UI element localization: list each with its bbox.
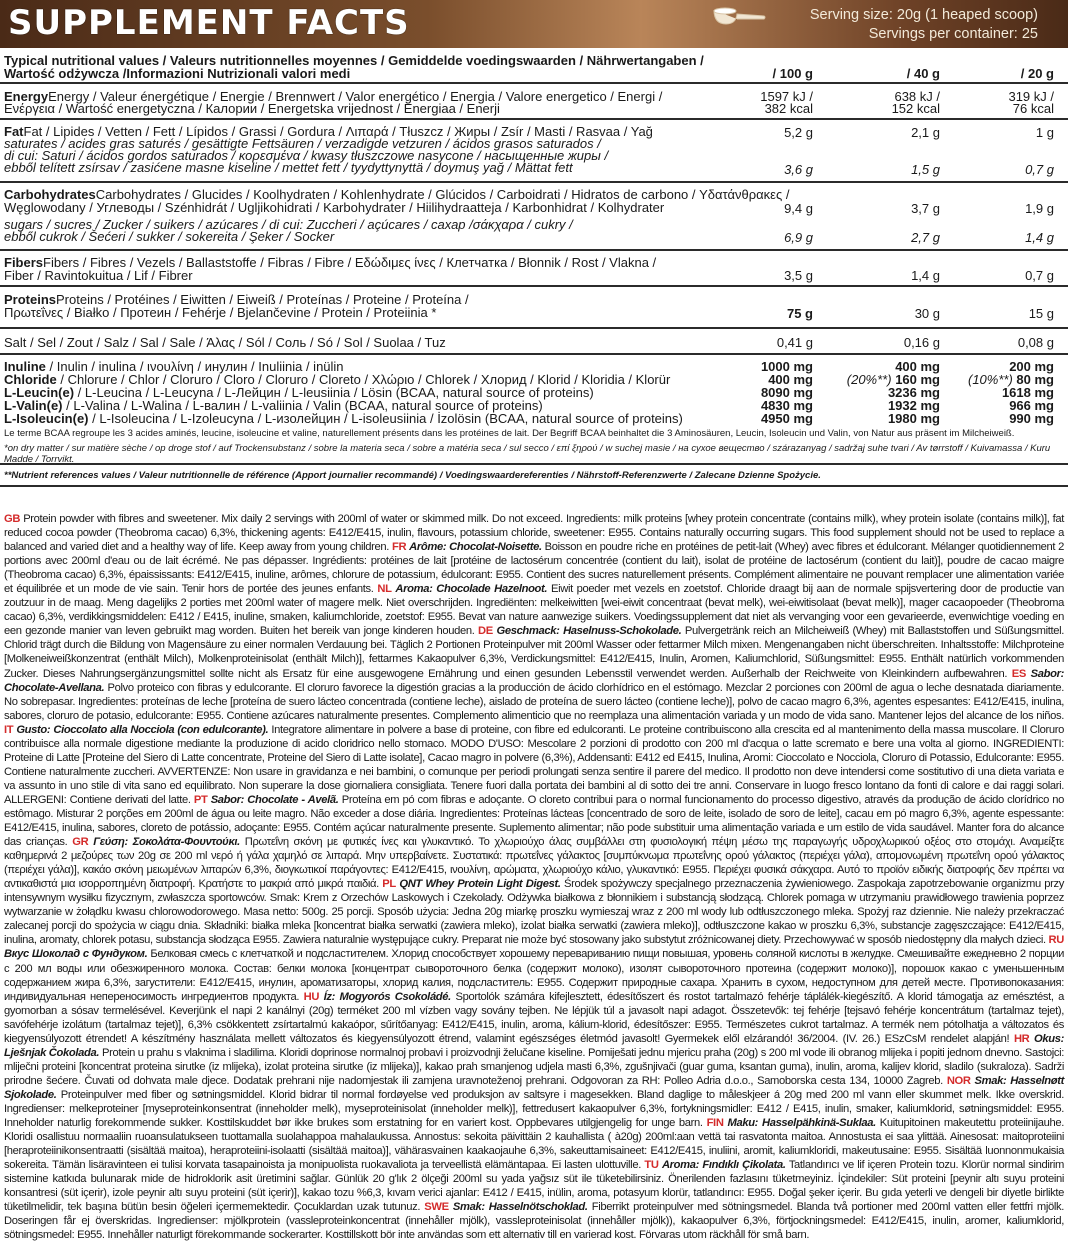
isoleucine-20: 990 mg (1009, 411, 1054, 426)
text-gr: Πρωτεΐνη σκόνη με φυτικές ίνες και γλυκαντικό. Το χλωριούχο άλας συμβάλλει στη φυσιολογική πέψη μέσω της παραγωγής υδροχλωρικού οξέος στο στομάχι. Αναμείξτε καθημερινά 2 μεζούρες των 20g σε 200 ml νερό ή γάλα χαμηλό σε λιπαρά. Μην υπερβαίνετε. Συστατικά: πρωτεΐνες γάλακτος [συμπύκνωμα πρωτεΐνης ορού γάλακτος (περιέχει γάλα), απομονωμένη πρωτεΐνη ορού γάλακτος (περιέχει γάλα)], κακάο σκόνη μειωμένων λιπαρών 6,3%, διογκωτικοί παράγοντες: E412/E415, ινουλίνη, αρώματα, χλωριούχο κάλιο, γλυκαντικό: E955. Περιέχει φυσικά σάκχαρα. Αυτό το προϊόν ειδικής διατροφής δεν πρέπει να αντικαθιστά μια ισορροπημένη διατροφή. Κρατήστε το μακριά από μικρά παιδιά. (4, 836, 1065, 891)
sugar-100: 6,9 g (784, 230, 813, 245)
lang-tag-hr: HR (1013, 1032, 1030, 1045)
lang-tag-hu: HU (303, 990, 320, 1003)
valine-100: 4830 mg (760, 398, 813, 413)
leucine-40: 3236 mg (887, 385, 940, 400)
lang-tag-tu: TU (644, 1159, 659, 1172)
fat-20: 1 g (1035, 125, 1054, 140)
lang-tag-es: ES (1011, 667, 1027, 680)
header-banner (0, 0, 1068, 48)
scoop-icon (712, 6, 766, 28)
fat-100: 5,2 g (784, 125, 813, 140)
isoleucine-40: 1980 mg (887, 411, 940, 426)
ru-heading: Вкус Шоколад с Фундуком. (4, 948, 148, 961)
salt-label: Salt / Sel / Zout / Salz / Sal / Sale / Άλας / Sól / Соль / Só / Sol / Suolaa / Tuz (4, 335, 446, 350)
lang-tag-fin: FIN (706, 1117, 724, 1130)
sugar-40: 2,7 g (911, 230, 940, 245)
lang-tag-nl: NL (377, 583, 392, 596)
carbohydrate-row (0, 183, 1068, 251)
text-nor: Proteinpulver med fiber og søtningsmiddel. Klorid bidrar til normal fordøyelse ved produksjon av saltsyre i magesekken. Bland daglige to måleskjeer á 20g med 200 ml vann eller skummet melk. Ikke overskrid. Ingredienser: melkeproteiner [myseproteinkonsentrat (inneholder melk), myseproteinisolat (inneholder melk)], fettredusert kakaopulver 6,3%, fortykningsmidler: E412 / E415, inulin, smaker, kaliumklorid, søtningsmiddel: E955. Inneholder naturlig forekommende sukker. Kosttilskuddet bør ikke brukes som erstatning for en variert kost. Oppbevares utilgjengelig for unge barn. (4, 1088, 1064, 1130)
energy-label: EnergyEnergy / Valeur énergétique / Energie / Brennwert / Valor energético / Energia / Valore energetico / Energi / (4, 89, 663, 104)
lang-tag-pt: PT (193, 793, 208, 806)
reference-note-row (0, 465, 1068, 487)
salt-20: 0,08 g (1017, 335, 1054, 350)
salt-100: 0,41 g (776, 335, 813, 350)
pl-heading: QNT Whey Protein Light Digest. (399, 878, 561, 891)
protein-label: ProteinsProteins / Protéines / Eiwitten / Eiweiß / Proteínas / Proteine / Proteína / (4, 292, 469, 307)
lang-tag-it: IT (4, 723, 14, 736)
amino-section (0, 355, 1068, 465)
fiber-label: FibersFibers / Fibres / Vezels / Ballaststoffe / Fibras / Fibre / Εδώδιμες ίνες / Клетчатка / Błonnik / Rost / Vlakna / (4, 255, 657, 270)
sat-40: 1,5 g (911, 162, 940, 177)
servings-per-container: Servings per container: 25 (868, 26, 1038, 42)
col-40g: / 40 g (906, 66, 940, 81)
leucine-100: 8090 mg (760, 385, 813, 400)
salt-40: 0,16 g (903, 335, 940, 350)
inuline-label: Inuline / Inulin / inulina / ινουλίνη / инулин / Inuliinia / inülin (4, 359, 344, 374)
text-fin: Kuitupitoinen makeutettu proteiinijauhe. Kloridi osallistuu normaaliin ruoansulatukseen tuottamalla suolahappoa mahalaukussa. Annostus: sekoita päivittäin 2 kauhallista ( à20g) 200ml:aan vettä tai rasvatonta maitoa. Annostusta ei saa ylittää. Ainesosat: maitoproteiini [heraproteiinikonsentraatti (sisältää maitoa), heraproteiini-isolaatti (sisältää maitoa)], vähärasvainen kaakaojauhe 6,3%, sakeuttamisaineet: E412/E415, inuliini, aromit, kaliumkloridi, makeutusaine: E955. Sisältää luonnonmukaisia sokereita. Tämän lisäravinteen ei tulisi korvata tasapainoista ja monipuolista ruokavaliota ja terveellistä elämäntapaa. Ei lasten ulottuville. (4, 1117, 1065, 1172)
sugars-label-2: ebből cukrok / Šećeri / sukker / sokereita / Şeker / Socker (4, 229, 335, 244)
pt-heading: Sabor: Chocolate - Avelã. (210, 793, 339, 806)
protein-20: 15 g (1028, 306, 1054, 321)
isoleucine-100: 4950 mg (760, 411, 813, 426)
carb-20: 1,9 g (1025, 201, 1054, 216)
energy-label-2: Ενέργεια / Wartość energetyczna / Калории / Energetska vrijednost / Energiaa / Enerji (4, 101, 500, 116)
chloride-20: (10%**) 80 mg (968, 372, 1054, 387)
energy-kj-40: 638 kJ / (894, 89, 940, 104)
inuline-20: 200 mg (1009, 359, 1054, 374)
page-title: SUPPLEMENT FACTS (8, 3, 410, 43)
lang-tag-pl: PL (382, 878, 396, 891)
lang-tag-nor: NOR (946, 1074, 971, 1087)
chloride-40: (20%**) 160 mg (846, 372, 940, 387)
text-de: Pulvergetränk reich an Milcheiweiß (Whey) mit Ballaststoffen und Süßungsmittel. Chlorid trägt durch die Bildung von Magensäure zu einer normalen Verdauung bei. Täglich 2 Portionen Proteinpulver mit 200ml Wasser oder fettarmer Milch mixen. Mengenangaben nicht überschreiten. Inhaltsstoffe: Milchproteine [Molkeneiweißkonzentrat (enthält Milch), Molkenproteinisolat (enthält Milch)], fettarmes Kakaopulver 6,3%, Verdickungsmittel: E412/E415, Inulin, Aromen, Kaliumchlorid, Süßungsmittel: E955. Enthält natürlich vorkommenden Zucker. Dieses Nahrungsergänzungsmittel sollte nicht als Ersatz für eine ausgewogene Ernährung und einen gesunden Lebensstil verwendet werden. Außerhalb der Reichweite von Kleinkindern aufbewahren. (4, 625, 1064, 680)
saturates-label-2: di cui: Saturi / ácidos gordos saturados / κορεσμένα / kwasy tłuszczowe nasycone / насыщенные жиры / (4, 148, 609, 163)
lang-tag-de: DE (478, 625, 493, 638)
fat-40: 2,1 g (911, 125, 940, 140)
carb-100: 9,4 g (784, 201, 813, 216)
energy-kj-20: 319 kJ / (1008, 89, 1054, 104)
fiber-label-2: Fiber / Ravintokuitua / Lif / Fibrer (4, 268, 193, 283)
fat-label: FatFat / Lipides / Vetten / Fett / Lípidos / Grassi / Gordura / Λιπαρά / Tłuszcz / Жиры / Zsír / Masti / Rasvaa / Yağ (4, 124, 653, 139)
text-swe: Fiberrikt proteinpulver med sötningsmedel. Blanda två portioner med 200ml vatten eller fettfri mjölk. Doseringen får ej överskridas. Ingredienser: mjölkprotein (vassleproteinkoncentrat (innehåller mjölk), vassleproteinisolat (innehåller mjölk)), kakaopulver 6,3%, förtjockningsmedel: E412/E415, inulin, aromer, kaliumklorid, sötningsmedel: E955. Innehåller naturligt förekommande sockerarter. Kosttillskott bör inte användas som ett alternativ till en varierad kost. Förvaras utom räckhåll för små barn. (4, 1201, 1064, 1242)
text-nl: Eiwit poeder met vezels en zoetstof. Chloride draagt bij aan de normale spijsvertering door de productie van zoutzuur in de maag. Meng dagelijks 2 porties met 200ml water of magere melk. Niet overschrijden. Ingrediënten: melkeiwitten [wei-eiwit concentraat (bevat melk), wei-eiwitisolaat (bevat melk)], mager cacaopoeder (Theobroma cacao) 6,3%, verdikkingsmiddelen: E412 / E415, inuline, smaken, kaliumchloride, zoetstof: E955. Bevat van nature aanwezige suikers. Voedingssupplement dat niet als vervanging voor een gevarieerde, evenwichtige voeding en een gezonde manier van leven gebruikt mag worden. Buiten het bereik van jonge kinderen houden. (4, 583, 1065, 638)
it-heading: Gusto: Cioccolato alla Nocciola (con edulcorante). (16, 723, 269, 736)
carb-40: 3,7 g (911, 201, 940, 216)
table-header-row (0, 52, 1068, 84)
tu-heading: Aroma: Fındıklı Çikolata. (661, 1159, 786, 1172)
carb-label: CarbohydratesCarbohydrates / Glucides / Koolhydraten / Kohlenhydrate / Glúcidos / Carboidrati / Hidratos de carbono / Υδατάνθρακες / (4, 187, 790, 202)
protein-100: 75 g (786, 306, 813, 321)
col-100g: / 100 g (772, 66, 813, 81)
valine-20: 966 mg (1009, 398, 1054, 413)
protein-row (0, 287, 1068, 329)
text-hu: Sportolók számára kifejlesztett, édesítőszert és rostot tartalmazó fehérje táplálék-kiegészítő. A klorid támogatja az emésztést, a gyomorban a sósav termelésével. Keverjünk el napi 2 kanálnyi (20g) terméket 200 ml vízben vagy sovány tejben. Ne lépjük túl a javasolt napi adagot. Összetevők: tej fehérje [tejsavó fehérje koncentrátum (tartalmaz tejet), savófehérje izolátum (tartalmaz tejet)], 6,3% csökkentett zsírtartalmú kakaópor, sűrítőanyag: E412/E415, inulin, aroma, kálium-klorid, édesítőszer: E955. Természetes cukrot tartalmaz. A termék nem pótolhatja a változatos és kiegyensúlyozott étrendet! A készítmény használata mellett változatos és kiegyensúlyozott étrend, valamint egészséges életmód javasolt! Gyermekek elől elzárandó! 36/2004. (IV. 26.) ESzCsM rendelet alapján! (4, 990, 1065, 1045)
nl-heading: Aroma: Chocolade Hazelnoot. (395, 583, 548, 596)
valine-label: L-Valin(e) / L-Valina / L-Walina / L-валин / L-valiinia / Valin (BCAA, natural source of proteins) (4, 398, 543, 413)
carb-label-2: Węglowodany / Углеводы / Szénhidrát / Ugljikohidrati / Karbohydrater / Hiilihydraatteja / Karbonhidrat / Kolhydrater (4, 200, 665, 215)
dry-matter-note: *on dry matter / sur matière sèche / op droge stof / auf Trockensubstanz / sobre la materia seca / sobre a matéria seca / sul secco / επί ξηρού / w suchej masie / на сухое вещество / szárazanyag / sadržaj suhe tvari / Av tørrstoff / Kuivamassa / Kuru Madde / Torrvikt. (4, 443, 1051, 465)
reference-note: **Nutrient references values / Valeur nutritionnelle de référence (Apport journalier recommandé) / Voedingswaardereferenties / Nährstoff-Referenzwerte / Zalecane Dzienne Spożycie. (4, 470, 821, 481)
fiber-row (0, 251, 1068, 287)
protein-label-2: Πρωτεΐνες / Białko / Протеин / Fehérje / Bjelančevine / Protein / Proteiinia * (4, 305, 437, 320)
lang-tag-gb: GB (4, 513, 21, 525)
inuline-40: 400 mg (895, 359, 940, 374)
leucine-label: L-Leucin(e) / L-Leucina / L-Leucyna / L-Лейцин / L-leusiinia / Lösin (BCAA, natural source of proteins) (4, 385, 594, 400)
col-20g: / 20 g (1020, 66, 1054, 81)
sugars-label: sugars / sucres / Zucker / suikers / azúcares / di cui: Zuccheri / açúcares / сахар /σάκχαρα / cukry / (4, 217, 573, 232)
energy-kcal-100: 382 kcal (764, 101, 813, 116)
energy-row (0, 84, 1068, 120)
text-gb: Protein powder with fibres and sweetener. Mix daily 2 servings with 200ml of water or skimmed milk. Do not exceed. Ingredients: milk proteins [whey protein concentrate (contains milk), whey protein isolate (contains milk)], fat reduced cocoa powder (Theobroma cacao) 6,3%, thickening agents: E412/E415, inulin, flavours, potassium chloride, sweetener: E955. Contains naturally occurring sugars. This food supplement should not be used to replace a balanced and varied diet and a healthy way of life. Keep away from young children. (4, 513, 1064, 554)
text-pt: Proteína em pó com fibras e adoçante. O cloreto contribui para o normal funcionamento do processo digestivo, através da produção de ácido clorídrico no estômago. Misturar 2 porções em 200ml de água ou leite magro. Não exceder a dose diária. Ingredientes: Proteínas lácteas [concentrado de soro de leite, isolado de soro de leite], cacau em pó magro 6,3%, agente espessante: E412/E415, inulina, sabores, cloreto de potássio, adoçante: E955. Contém açúcar naturalmente presente. Suplemento alimentar; não pode substituir uma alimentação variada e um estilo de vida saudável. Manter fora do alcance das crianças. (4, 793, 1064, 849)
fiber-100: 3,5 g (784, 268, 813, 283)
energy-kcal-40: 152 kcal (891, 101, 940, 116)
valine-40: 1932 mg (887, 398, 940, 413)
sat-100: 3,6 g (784, 162, 813, 177)
swe-heading: Smak: Hasselnötschoklad. (452, 1201, 588, 1214)
isoleucine-label: L-Isoleucin(e) / L-Isoleucina / L-Izoleucyna / L-изолейцин / L-isoleusiinia / İzolösin (BCAA, natural source of proteins) (4, 411, 683, 426)
hr-heading: Okus: Lješnjak Čokolada. (4, 1032, 1064, 1059)
leucine-20: 1618 mg (1001, 385, 1054, 400)
text-hr: Protein u prahu s vlaknima i sladilima. Kloridi doprinose normalnoj probavi i proizvodnji želučane kiseline. Pomiješati jednu mjericu praha (20g) s 200 ml vode ili obranog mlijeka i popiti jednom dnevno. Sastojci: mliječni proteini [koncentrat proteina sirutke (iz mlijeka), izolat proteina sirutke (iz mlijeka)], kakao prah smanjenog udjela masti 6,3%, zgušnjivači (guar guma, ksantan guma), inulin, aroma, kalijev klorid, sladilo (sukraloza). Sadrži prirodne šećere. Čuvati od dohvata male djece. Dodatak prehrani nije nadomjestak ili zamjena uravnoteženoj prehrani. Odgovoran za RH: Polleo Adria d.o.o., Samoborska cesta 134, 10000 Zagreb. (4, 1046, 1064, 1087)
serving-size: Serving size: 20g (1 heaped scoop) (809, 7, 1038, 23)
salt-row (0, 329, 1068, 355)
text-es: Polvo proteico con fibras y edulcorante. El cloruro favorece la digestión gracias a la producción de ácido clorhídrico en el estómago. Mezclar 2 porciones con 200ml de agua o leche desnatada diariamente. No sobrepasar. Ingredientes: proteínas de leche [proteína de suero lácteo concentrada (contiene leche), aislado de proteína de suero lácteo (contiene leche)], polvo de cacao magro 6,3%, agentes espesantes: E412/E415, inulina, sabores, cloruro de potasio, edulcorante: E955. Contiene azúcares naturalmente presentes. Complemento alimenticio que no reemplaza una alimentación variada y un modo de vida sano. Mantener lejos del alcance de los niños. (4, 681, 1064, 722)
es-heading: Sabor: Chocolate-Avellana. (4, 667, 1064, 694)
serving-info (810, 6, 1038, 44)
fr-heading: Arôme: Chocolat-Noisette. (409, 541, 542, 554)
fiber-20: 0,7 g (1025, 268, 1054, 283)
lang-tag-fr: FR (392, 541, 407, 554)
gr-heading: Γεύση: Σοκολάτα-Φουντούκι. (93, 836, 240, 849)
de-heading: Geschmack: Haselnuss-Schokolade. (496, 625, 682, 638)
energy-kj-100: 1597 kJ / (760, 89, 813, 104)
fin-heading: Maku: Hasselpähkinä-Suklaa. (727, 1117, 876, 1130)
lang-tag-swe: SWE (424, 1201, 449, 1214)
header-label-1: Typical nutritional values / Valeurs nutritionnelles moyennes / Gemiddelde voedingswaarden / Nährwertangaben / (4, 53, 704, 68)
protein-40: 30 g (914, 306, 940, 321)
inuline-100: 1000 mg (760, 359, 813, 374)
text-pl: Środek spożywczy specjalnego przeznaczenia żywieniowego. Zaspokaja zapotrzebowanie organizmu przy intensywnym wysiłku fizycznym, zwłaszcza sportowców. Smak: Krem z Orzechów Laskowych i Czekolady. Odżywka białkowa z błonnikiem i substancją słodzącą. Chlorek pomaga w utrzymaniu prawidłowego trawienia poprzez wytwarzanie w żołądku kwasu chlorowodorowego. Masa netto: 500g. 25 porcji. Sposób użycia: Jedna 20g miarkę proszku wymieszaj wraz z 200 ml wody lub odtłuszczonego mleka. Spożyj raz dziennie. Nie należy przekraczać zalecanej porcji do spożycia w ciągu dnia. Składniki: białka mleka [koncentrat białka serwatki (zawiera mleko), izolat białka serwatki (zawiera mleko)], odtłuszczone kakao w proszku 6,3%, substancje zagęszczające: E412/E415, inulina, aromaty, chlorek potasu, substancja słodząca E955. Zawiera naturalnie występujące cukry. Preparat nie może być stosowany jako substytut zróżnicowanej diety. Przechowywać w sposób niedostępny dla małych dzieci. (4, 878, 1064, 947)
chloride-100: 400 mg (768, 372, 813, 387)
text-ru: Белковая смесь с клетчаткой и подсластителем. Хлорид способствует хорошему перевариванию пищи повышая, уровень соляной кислоты в желудке. Смешивайте ежедневно 2 порции с 200 мл воды или обезжиренного молока. Состав: белки молока [концентрат сывороточного белка (содержит молоко), изолят сывороточного протеина (содержит молоко)], порошок какао с уменьшенным содержанием жира 6,3%, загустители: E412/E415, инулин, ароматизаторы, хлорид калия, подсластитель: E955. Содержит природные сахара. Хранить в сухом, недоступном для детей месте. Противопоказания: индивидуальная непереносимость ингредиентов продукта. (4, 948, 1065, 1003)
saturates-label: saturates / acides gras saturés / gesättigte Fettsäuren / verzadigde vetzuren / ácidos grasos saturados / (4, 136, 601, 151)
ingredients-text (4, 512, 1064, 1242)
header-label-2: Wartość odżywcza /Informazioni Nutrizionali valori medi (4, 66, 351, 81)
energy-kcal-20: 76 kcal (1012, 101, 1054, 116)
fiber-40: 1,4 g (911, 268, 940, 283)
nutrition-table (0, 52, 1068, 487)
lang-tag-gr: GR (72, 836, 89, 849)
sat-20: 0,7 g (1025, 162, 1054, 177)
text-it: Integratore alimentare in polvere a base di proteine, con fibre ed edulcoranti. Le proteine contribuiscono alla crescita ed al mantenimento della massa muscolare. Il Cloruro contribuisce alla normale digestione mediante la produzione di acido cloridrico nello stomaco. MODO D'USO: Mescolare 2 porzioni di prodotto con 200 ml d'acqua o latte scremato e bere una volta al giorno. INGREDIENTI: Proteine di Latte [Proteine del Siero di Latte concentrate, Proteine del Siero di Latte isolate], Cacao magro in polvere (6,3%), Addensanti: E412 ed E415, Inulina, Aromi: Cioccolato e Nocciola, Cloruro di Potassio, Edulcorante: E955. Contiene naturalmente zuccheri. AVVERTENZE: Non usare in gravidanza e nei bambini, o comunque per periodi prolungati senza sentire il parere del medico. Il prodotto non deve intendersi come sostitutivo di una dieta variata e va assunto in uno stile di vita sano ed equilibrato. Non superare la dose giornaliera consigliata. Tenere fuori dalla portata dei bambini al di sotto dei tre anni. Conservare in luogo fresco lontano da fonti di calore e dai raggi solari. ALLERGENI: Contiene derivati del latte. (4, 723, 1064, 806)
chloride-label: Chloride / Chlorure / Chlor / Cloruro / Cloro / Cloruro / Cloreto / Χλώριο / Chlorek / Хлорид / Klorid / Kloridia / Klorür (4, 372, 671, 387)
nor-heading: Smak: Hasselnøtt Sjokolade. (4, 1074, 1064, 1101)
fat-row (0, 120, 1068, 183)
hu-heading: Íz: Mogyorós Csokoládé. (323, 990, 451, 1003)
saturates-label-3: ebből telített zsírsav / zasićene masne kiseline / mettet fett / tyydyttynyttä / doymuş yağ / Mättat fett (4, 160, 573, 175)
bcaa-note: Le terme BCAA regroupe les 3 acides aminés, leucine, isoleucine et valine, naturellement présents dans les protéines de lait. Der Begriff BCAA beinhaltet die 3 Aminosäuren, Leucin, Isoleucin und Valin, von Natur aus präsent im Milcheiweiß. (4, 428, 1015, 439)
text-fr: Boisson en poudre riche en protéines de petit-lait (Whey) avec fibres et édulcorant. Mélanger quotidiennement 2 portions avec 200ml d'eau ou de lait écrémé. Ne pas dépasser. Ingrédients: protéines de lait [protéine de lactosérum concentrée (contient du lait), isolat de protéine de lactosérum (contient du lait)], poudre de cacao maigre (Theobroma cacao) 6,3%, épaississants: E412/E415, inuline, arômes, chlorure de potassium, édulcorant: E955. Contient des sucres naturellement présents. Complément alimentaire ne pouvant remplacer une alimentation variée et équilibrée et un mode de vie sain. Tenir hors de portée des jeunes enfants. (4, 541, 1065, 596)
text-tu: Tatlandırıcı ve lif içeren Protein tozu. Klorür normal sindirim sistemine katkıda bulunarak mide de hidroklorik asit üretimini sağlar. Günlük 20 g'lık 2 ölçeği 200ml su yada yağsız süt ile tüketebilirsiniz. Önerilenden fazlasını tüketmeyiniz. İçindekiler: Süt proteini [peynir altı suyu proteini konsantresi (süt içerir), izole peynir altı suyu proteini (süt içerir)], kakao tozu %6,3, kıvam verici ajanlar: E412 / E415, inülin, aroma, potasyum klorür, tatlandırıcı: E955. Doğal şeker içerir. Bu gıda yeterli ve dengeli bir diyetle birlikte tüketilmelidir, tek başına bütün besin öğeleri içermemektedir. Çocuklardan uzak tutunuz. (4, 1159, 1064, 1214)
sugar-20: 1,4 g (1025, 230, 1054, 245)
lang-tag-ru: RU (1048, 934, 1064, 947)
